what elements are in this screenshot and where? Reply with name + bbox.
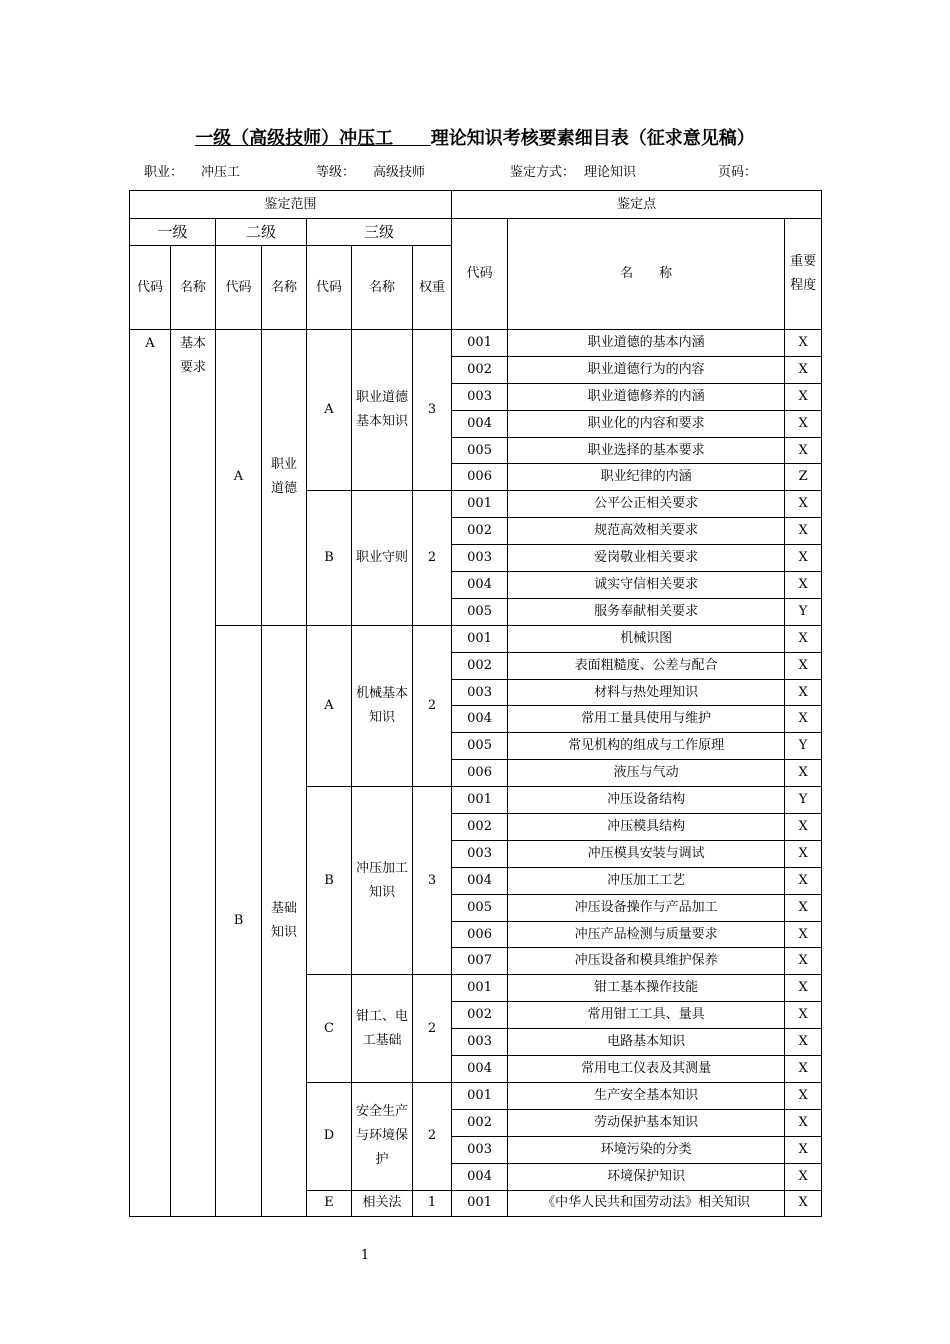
level2-name bbox=[262, 625, 307, 1217]
point-code: 004 bbox=[452, 1163, 508, 1190]
point-importance: X bbox=[785, 814, 822, 841]
level3-code: D bbox=[307, 1082, 352, 1190]
point-importance: X bbox=[785, 1136, 822, 1163]
point-code: 002 bbox=[452, 1109, 508, 1136]
point-importance: X bbox=[785, 437, 822, 464]
point-name: 规范高效相关要求 bbox=[508, 518, 785, 545]
point-code: 006 bbox=[452, 760, 508, 787]
point-code: 003 bbox=[452, 679, 508, 706]
point-importance: X bbox=[785, 652, 822, 679]
level3-code: B bbox=[307, 491, 352, 625]
point-importance: X bbox=[785, 356, 822, 383]
point-name: 职业道德行为的内容 bbox=[508, 356, 785, 383]
point-code: 005 bbox=[452, 598, 508, 625]
point-importance: X bbox=[785, 679, 822, 706]
point-name: 冲压产品检测与质量要求 bbox=[508, 921, 785, 948]
point-name: 生产安全基本知识 bbox=[508, 1082, 785, 1109]
level2-code: B bbox=[216, 625, 262, 1217]
level3-weight: 3 bbox=[413, 330, 452, 491]
point-code: 001 bbox=[452, 330, 508, 357]
header-point-code: 代码 bbox=[452, 219, 508, 330]
point-importance: X bbox=[785, 1109, 822, 1136]
page-title bbox=[130, 124, 820, 150]
point-name: 爱岗敬业相关要求 bbox=[508, 545, 785, 572]
header-l3-name: 名称 bbox=[352, 246, 413, 330]
occupation-label: 职业： bbox=[144, 165, 184, 180]
header-weight: 权重 bbox=[413, 246, 452, 330]
point-name: 材料与热处理知识 bbox=[508, 679, 785, 706]
point-code: 004 bbox=[452, 410, 508, 437]
header-importance-line2: 程度 bbox=[790, 278, 817, 293]
point-name: 公平公正相关要求 bbox=[508, 491, 785, 518]
level3-code: A bbox=[307, 625, 352, 786]
point-importance: X bbox=[785, 1056, 822, 1083]
point-importance: X bbox=[785, 894, 822, 921]
point-name: 液压与气动 bbox=[508, 760, 785, 787]
header-l2-name: 名称 bbox=[262, 246, 307, 330]
page-label: 页码： bbox=[718, 165, 758, 180]
point-code: 003 bbox=[452, 383, 508, 410]
level1-code: A bbox=[130, 330, 171, 1217]
level3-name-line: 职业守则 bbox=[355, 550, 408, 566]
level3-name bbox=[352, 1082, 413, 1190]
level-label: 等级： bbox=[316, 165, 356, 180]
point-importance: Y bbox=[785, 787, 822, 814]
level3-name-line: 职业道德 bbox=[355, 390, 408, 406]
level3-weight: 2 bbox=[413, 491, 452, 625]
level3-weight: 3 bbox=[413, 787, 452, 975]
header-l1-name: 名称 bbox=[171, 246, 216, 330]
point-importance: X bbox=[785, 1002, 822, 1029]
point-importance: X bbox=[785, 760, 822, 787]
title-subject: 理论知识考核要素细目表（征求意见稿） bbox=[430, 128, 755, 149]
level3-name-line: 相关法 bbox=[362, 1195, 402, 1211]
header-scope: 鉴定范围 bbox=[130, 191, 452, 219]
level3-name bbox=[352, 625, 413, 786]
level3-code: A bbox=[307, 330, 352, 491]
point-code: 001 bbox=[452, 491, 508, 518]
point-code: 001 bbox=[452, 1190, 508, 1217]
level2-name-line: 道德 bbox=[270, 481, 297, 497]
point-code: 003 bbox=[452, 1136, 508, 1163]
point-importance: X bbox=[785, 572, 822, 599]
point-name: 常用钳工工具、量具 bbox=[508, 1002, 785, 1029]
point-importance: X bbox=[785, 625, 822, 652]
point-importance: X bbox=[785, 330, 822, 357]
point-importance: X bbox=[785, 545, 822, 572]
title-occupation: 一级（高级技师）冲压工 bbox=[195, 128, 394, 149]
point-name: 冲压设备和模具维护保养 bbox=[508, 948, 785, 975]
point-code: 007 bbox=[452, 948, 508, 975]
point-code: 005 bbox=[452, 733, 508, 760]
level3-weight: 1 bbox=[413, 1190, 452, 1217]
level3-name bbox=[352, 1190, 413, 1217]
point-code: 003 bbox=[452, 545, 508, 572]
point-importance: X bbox=[785, 1029, 822, 1056]
point-importance: Y bbox=[785, 598, 822, 625]
level3-name bbox=[352, 330, 413, 491]
point-name: 环境污染的分类 bbox=[508, 1136, 785, 1163]
level-value: 高级技师 bbox=[373, 165, 426, 180]
point-importance: Z bbox=[785, 464, 822, 491]
header-point-name: 名 称 bbox=[508, 219, 785, 330]
level3-name-line: 冲压加工 bbox=[355, 860, 408, 876]
point-importance: X bbox=[785, 867, 822, 894]
level1-name-line: 要求 bbox=[179, 360, 206, 375]
point-code: 001 bbox=[452, 787, 508, 814]
table-row bbox=[130, 330, 822, 357]
level2-name-line: 基础 bbox=[270, 901, 297, 917]
level3-name-line: 护 bbox=[375, 1152, 389, 1168]
point-name: 服务奉献相关要求 bbox=[508, 598, 785, 625]
level3-name-line: 工基础 bbox=[362, 1032, 402, 1048]
point-name: 职业纪律的内涵 bbox=[508, 464, 785, 491]
point-code: 002 bbox=[452, 814, 508, 841]
header-level1: 一级 bbox=[130, 219, 216, 246]
level3-code: B bbox=[307, 787, 352, 975]
header-points: 鉴定点 bbox=[452, 191, 822, 219]
level2-name-line: 职业 bbox=[270, 457, 297, 473]
point-importance: X bbox=[785, 1163, 822, 1190]
occupation-value: 冲压工 bbox=[201, 165, 241, 180]
point-importance: X bbox=[785, 840, 822, 867]
point-name: 职业道德的基本内涵 bbox=[508, 330, 785, 357]
point-code: 002 bbox=[452, 652, 508, 679]
point-code: 004 bbox=[452, 572, 508, 599]
level2-name bbox=[262, 330, 307, 626]
point-importance: Y bbox=[785, 733, 822, 760]
level3-name-line: 知识 bbox=[368, 709, 395, 725]
point-code: 001 bbox=[452, 625, 508, 652]
point-name: 冲压设备结构 bbox=[508, 787, 785, 814]
point-importance: X bbox=[785, 948, 822, 975]
level3-code: C bbox=[307, 975, 352, 1083]
point-name: 冲压模具结构 bbox=[508, 814, 785, 841]
level2-name-line: 知识 bbox=[270, 925, 297, 941]
point-importance: X bbox=[785, 518, 822, 545]
table-row bbox=[130, 625, 822, 652]
point-name: 表面粗糙度、公差与配合 bbox=[508, 652, 785, 679]
level1-name bbox=[171, 330, 216, 1217]
point-importance: X bbox=[785, 1190, 822, 1217]
point-code: 002 bbox=[452, 518, 508, 545]
level3-name-line: 安全生产 bbox=[355, 1104, 408, 1120]
point-name: 冲压设备操作与产品加工 bbox=[508, 894, 785, 921]
point-name: 环境保护知识 bbox=[508, 1163, 785, 1190]
point-name: 职业化的内容和要求 bbox=[508, 410, 785, 437]
header-importance-line1: 重要 bbox=[790, 254, 817, 269]
point-name: 电路基本知识 bbox=[508, 1029, 785, 1056]
point-code: 003 bbox=[452, 1029, 508, 1056]
point-code: 005 bbox=[452, 894, 508, 921]
point-importance: X bbox=[785, 383, 822, 410]
level3-name-line: 钳工、电 bbox=[355, 1008, 408, 1024]
point-code: 005 bbox=[452, 437, 508, 464]
header-level2: 二级 bbox=[216, 219, 307, 246]
point-code: 004 bbox=[452, 867, 508, 894]
point-code: 004 bbox=[452, 706, 508, 733]
level3-code: E bbox=[307, 1190, 352, 1217]
point-importance: X bbox=[785, 410, 822, 437]
header-l2-code: 代码 bbox=[216, 246, 262, 330]
level3-name-line: 机械基本 bbox=[355, 685, 408, 701]
header-importance bbox=[785, 219, 822, 330]
point-name: 钳工基本操作技能 bbox=[508, 975, 785, 1002]
level3-weight: 2 bbox=[413, 625, 452, 786]
point-code: 001 bbox=[452, 1082, 508, 1109]
point-importance: X bbox=[785, 491, 822, 518]
point-code: 004 bbox=[452, 1056, 508, 1083]
point-code: 006 bbox=[452, 921, 508, 948]
point-name: 冲压加工工艺 bbox=[508, 867, 785, 894]
level3-weight: 2 bbox=[413, 975, 452, 1083]
level3-name bbox=[352, 491, 413, 625]
point-code: 002 bbox=[452, 356, 508, 383]
point-name: 常见机构的组成与工作原理 bbox=[508, 733, 785, 760]
level3-name-line: 基本知识 bbox=[355, 414, 408, 430]
level3-name bbox=[352, 975, 413, 1083]
point-code: 002 bbox=[452, 1002, 508, 1029]
header-level3: 三级 bbox=[307, 219, 452, 246]
point-name: 职业道德修养的内涵 bbox=[508, 383, 785, 410]
header-l3-code: 代码 bbox=[307, 246, 352, 330]
level3-name bbox=[352, 787, 413, 975]
elements-table bbox=[129, 190, 822, 1217]
level1-name-line: 基本 bbox=[179, 336, 206, 351]
point-code: 001 bbox=[452, 975, 508, 1002]
header-l1-code: 代码 bbox=[130, 246, 171, 330]
level3-name-line: 知识 bbox=[368, 884, 395, 900]
point-importance: X bbox=[785, 921, 822, 948]
point-code: 006 bbox=[452, 464, 508, 491]
point-importance: X bbox=[785, 975, 822, 1002]
point-code: 003 bbox=[452, 840, 508, 867]
method-value: 理论知识 bbox=[584, 165, 637, 180]
page-number: 1 bbox=[360, 1248, 370, 1263]
level3-weight: 2 bbox=[413, 1082, 452, 1190]
point-importance: X bbox=[785, 1082, 822, 1109]
method-label: 鉴定方式： bbox=[510, 165, 576, 180]
level2-code: A bbox=[216, 330, 262, 626]
level3-name-line: 与环境保 bbox=[355, 1128, 408, 1144]
point-name: 机械识图 bbox=[508, 625, 785, 652]
point-name: 《中华人民共和国劳动法》相关知识 bbox=[508, 1190, 785, 1217]
point-name: 职业选择的基本要求 bbox=[508, 437, 785, 464]
point-name: 劳动保护基本知识 bbox=[508, 1109, 785, 1136]
point-name: 冲压模具安装与调试 bbox=[508, 840, 785, 867]
point-importance: X bbox=[785, 706, 822, 733]
title-gap bbox=[393, 128, 431, 149]
point-name: 常用电工仪表及其测量 bbox=[508, 1056, 785, 1083]
point-name: 常用工量具使用与维护 bbox=[508, 706, 785, 733]
point-name: 诚实守信相关要求 bbox=[508, 572, 785, 599]
